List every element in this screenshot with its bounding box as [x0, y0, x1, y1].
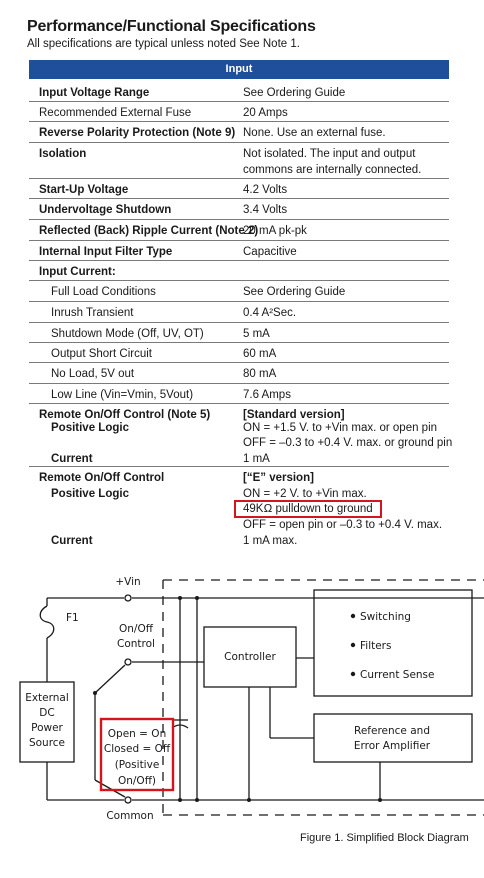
spec-label: Input Voltage Range [39, 87, 150, 99]
controller-label: Controller [224, 651, 276, 663]
spec-label: Output Short Circuit [51, 348, 152, 360]
spec-value: 20 mA pk-pk [243, 225, 307, 237]
spec-version: [“E” version] [243, 472, 314, 484]
spec-value: 0.4 A²Sec. [243, 307, 297, 319]
common-label: Common [106, 810, 154, 822]
spec-label: Start-Up Voltage [39, 184, 129, 196]
spec-value: ON = +2 V. to +Vin max. [243, 488, 367, 500]
fuse-label: F1 [66, 612, 79, 624]
spec-label: Positive Logic [51, 488, 129, 500]
switch-label: Closed = Off [103, 743, 171, 755]
spec-label: Isolation [39, 148, 87, 160]
spec-value: 80 mA [243, 368, 277, 380]
spec-label: Undervoltage Shutdown [39, 204, 172, 216]
reference-label: Reference and [354, 725, 430, 737]
switch-label: (Positive [114, 759, 160, 771]
spec-label: Recommended External Fuse [39, 107, 192, 119]
figure-caption: Figure 1. Simplified Block Diagram [300, 832, 469, 844]
spec-label: Full Load Conditions [51, 286, 156, 298]
spec-value: 3.4 Volts [243, 204, 288, 216]
spec-value: 60 mA [243, 348, 277, 360]
vin-label: +Vin [115, 576, 141, 588]
switch-label: Open = On [107, 728, 167, 740]
spec-label: Low Line (Vin=Vmin, 5Vout) [51, 389, 194, 401]
current-sense-label: Current Sense [360, 669, 435, 681]
spec-value: 20 Amps [243, 107, 288, 119]
spec-value: 1 mA max. [243, 535, 298, 547]
spec-value: Capacitive [243, 246, 297, 258]
spec-label: Positive Logic [51, 422, 129, 434]
spec-value: OFF = –0.3 to +0.4 V. max. or ground pin [243, 437, 453, 449]
spec-label: Current [51, 535, 93, 547]
spec-label: Remote On/Off Control [39, 472, 165, 484]
spec-value: ON = +1.5 V. to +Vin max. or open pin [243, 422, 438, 434]
page-subtitle: All specifications are typical unless noted See Note 1. [27, 38, 300, 50]
ext-source-label: DC [39, 707, 55, 719]
spec-version: [Standard version] [243, 409, 345, 421]
spec-label: Shutdown Mode (Off, UV, OT) [51, 328, 204, 340]
spec-label: No Load, 5V out [51, 368, 135, 380]
spec-label: Reverse Polarity Protection (Note 9) [39, 127, 236, 139]
spec-label: Remote On/Off Control (Note 5) [39, 409, 211, 421]
page-title: Performance/Functional Specifications [27, 18, 316, 35]
pulldown-highlight: 49KΩ pulldown to ground [237, 503, 379, 515]
spec-value: 1 mA [243, 453, 270, 465]
spec-label: Internal Input Filter Type [39, 246, 173, 258]
spec-value: 5 mA [243, 328, 270, 340]
switching-label: Switching [360, 611, 411, 623]
ext-source-label: Power [31, 722, 63, 734]
spec-value: 7.6 Amps [243, 389, 291, 401]
onoff-label-1: On/Off [119, 623, 153, 635]
section-band-input: Input [29, 60, 449, 79]
spec-label: Input Current: [39, 266, 116, 278]
spec-value: See Ordering Guide [243, 286, 346, 298]
spec-label: Current [51, 453, 93, 465]
spec-label: Reflected (Back) Ripple Current (Note 2) [39, 225, 259, 237]
spec-value: OFF = open pin or –0.3 to +0.4 V. max. [243, 519, 443, 531]
spec-value: None. Use an external fuse. [243, 127, 386, 139]
spec-value: Not isolated. The input and output commons are internally connected. [243, 148, 422, 176]
ext-source-label: Source [28, 737, 66, 749]
switch-label: On/Off) [117, 775, 157, 787]
spec-value: 4.2 Volts [243, 184, 288, 196]
spec-value: See Ordering Guide [243, 87, 346, 99]
filters-label: Filters [360, 640, 392, 652]
spec-label: Inrush Transient [51, 307, 134, 319]
onoff-label-2: Control [117, 638, 155, 650]
reference-label: Error Amplifier [353, 740, 431, 752]
ext-source-label: External [25, 692, 69, 704]
